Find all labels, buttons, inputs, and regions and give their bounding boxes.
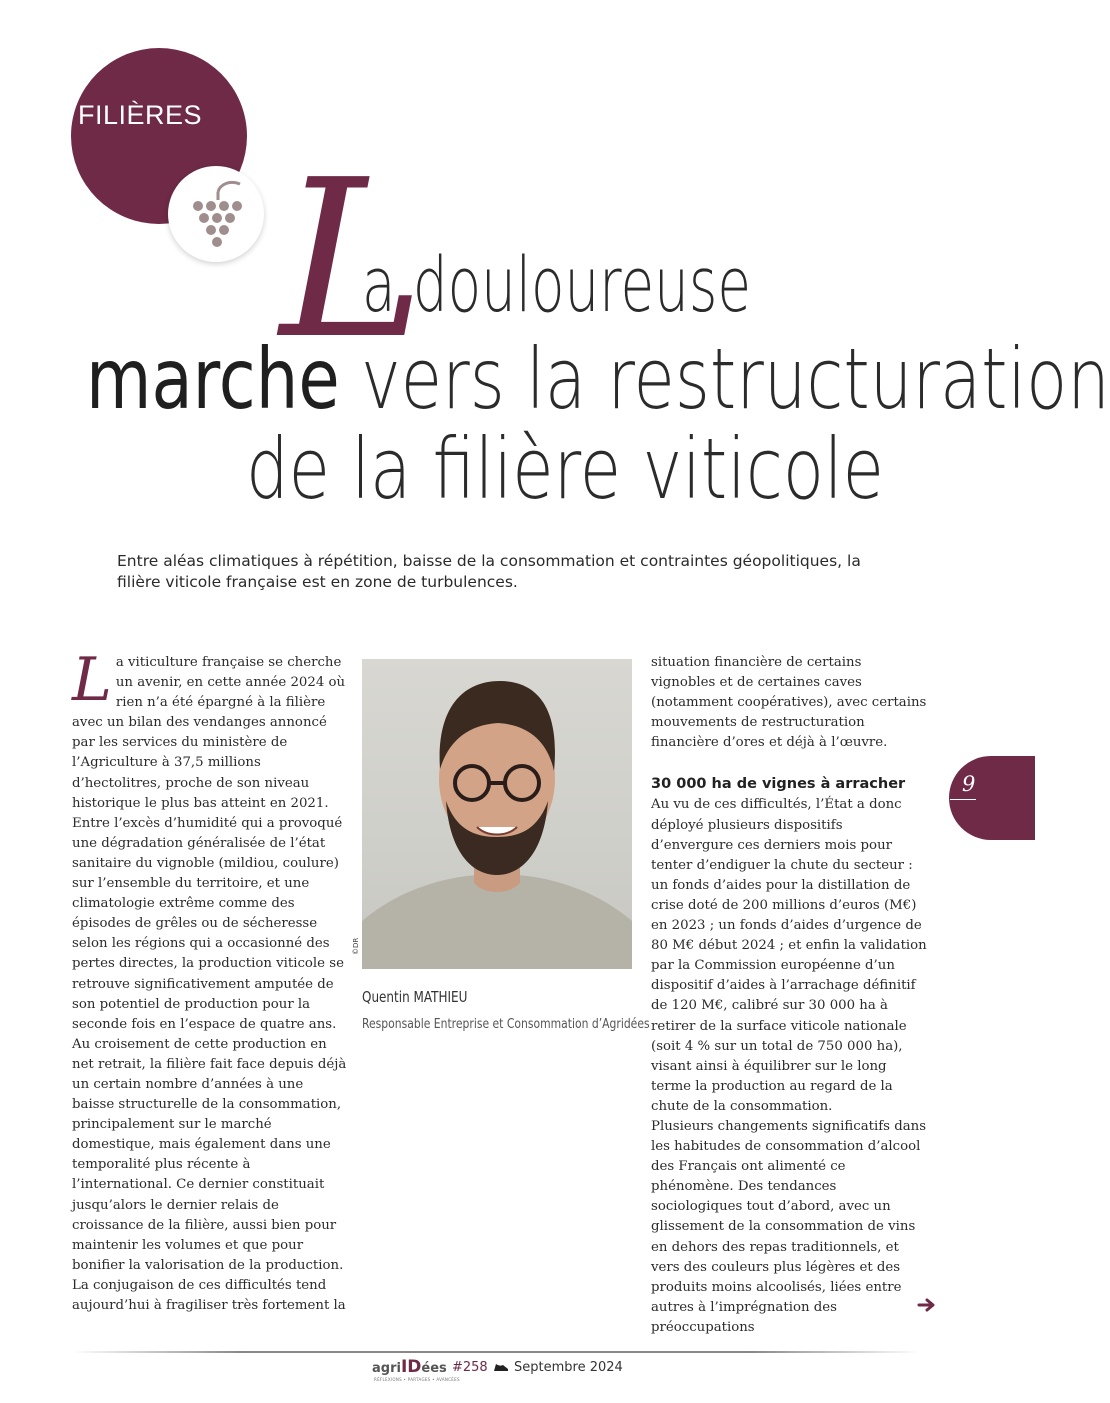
- column-3-paragraph-2: Au vu de ces difficultés, l’État a donc déployé plusieurs dispositifs d’envergure ces derniers mois pour tenter d’endiguer la chute du secteur : un fonds d’aides pour la distillation de crise doté de 200 millions d’euros (M€) en 2023 ; un fonds d’aides d’urgence de 80 M€ début 2024 ; et enfin la validation par la Commission européenne d’un dispositif d’aides à l’arrachage définitif de 120 M€, calibré sur 30 000 ha à retirer de la surface viticole nationale (soit 4 % sur un total de 750 000 ha), visant ainsi à équilibrer sur le long terme la production au regard de la chute de la consommation.: [651, 797, 927, 1114]
- section-label: FILIÈRES: [78, 100, 203, 130]
- logo-suffix: ées: [421, 1361, 447, 1376]
- portrait-illustration: [362, 659, 632, 969]
- subheading: 30 000 ha de vignes à arracher: [651, 776, 906, 793]
- caption-name: Quentin MATHIEU: [362, 988, 468, 1006]
- title-line-2-strong: marche: [86, 330, 340, 428]
- title-line-2-rest: vers la restructuration: [339, 330, 1110, 428]
- title-dropcap: L: [280, 134, 425, 387]
- issue-date: Septembre 2024: [514, 1360, 623, 1375]
- photo-credit: ©DR: [352, 937, 360, 955]
- column-3: [651, 653, 927, 1338]
- paragraph-dropcap: L: [72, 645, 112, 715]
- title-line-3: de la filière viticole: [246, 420, 884, 518]
- shoe-bullet-icon: [493, 1361, 509, 1373]
- portrait-photo: [362, 659, 632, 969]
- logo-accent: ID: [400, 1357, 422, 1377]
- column-1: [72, 645, 348, 1316]
- arrow-right-icon: [918, 1298, 936, 1312]
- column-1-paragraph-1-text: a viticulture française se cherche un avenir, en cette année 2024 où rien n’a été épargné à la filière avec un bilan des vendanges annoncé par les services du ministère de l’Agriculture à 37,5 millions d’hectolitres, proche de son niveau historique le plus bas atteint en 2021.: [72, 655, 346, 811]
- page-number-underline: [950, 799, 976, 800]
- grape-icon: [182, 176, 252, 252]
- issue-number: #258: [452, 1360, 488, 1375]
- footer-rule: [72, 1351, 920, 1353]
- column-1-paragraph-3: Au croisement de cette production en net retrait, la filière fait face depuis déjà un certain nombre d’années à une baisse structurelle de la consommation, principalement sur le marché domestique, mais également dans une temporalité plus récente à l’international. Ce dernier constituait jusqu’alors le dernier relais de croissance de la filière, aussi bien pour maintenir les volumes et que pour bonifier la valorisation de la production. La conjugaison de ces difficultés tend aujourd’hui à fragiliser très fortement la: [72, 1036, 347, 1313]
- page-number: 9: [962, 772, 976, 796]
- footer-logo: [372, 1357, 447, 1377]
- title-line-1: a douloureuse: [362, 240, 752, 329]
- title-line-2: [86, 330, 1110, 428]
- lead-paragraph: Entre aléas climatiques à répétition, baisse de la consommation et contraintes géopolitiques, la filière viticole française est en zone de turbulences.: [117, 552, 861, 591]
- page-number-tab: [949, 756, 1035, 840]
- column-3-paragraph-3: Plusieurs changements significatifs dans les habitudes de consommation d’alcool des Français ont alimenté ce phénomène. Des tendances sociologiques tout d’abord, avec un glissement de la consommation de vins en dehors des repas traditionnels, et vers des couleurs plus légères et des produits moins alcoolisés, liées entre autres à l’imprégnation des préoccupations: [651, 1118, 927, 1335]
- logo-tagline: RÉFLEXIONS • PARTAGES • AVANCÉES: [374, 1377, 460, 1382]
- column-1-paragraph-2: Entre l’excès d’humidité qui a provoqué une dégradation généralisée de l’état sanitaire du vignoble (mildiou, coulure) sur l’ensemble du territoire, et une climatologie extrême comme des épisodes de grêles ou de sécheresse selon les régions qui a occasionné des pertes directes, la production viticole se retrouve significativement amputée de son potentiel de production pour la seconde fois en l’espace de quatre ans.: [72, 815, 344, 1032]
- caption-role: Responsable Entreprise et Consommation d’Agridées: [362, 1016, 650, 1032]
- column-3-paragraph-1: situation financière de certains vignobles et de certaines caves (notamment coopératives), avec certains mouvements de restructuration financière d’ores et déjà à l’œuvre.: [651, 655, 927, 751]
- logo-prefix: agri: [372, 1361, 401, 1376]
- column-1-paragraph-1: [72, 645, 348, 814]
